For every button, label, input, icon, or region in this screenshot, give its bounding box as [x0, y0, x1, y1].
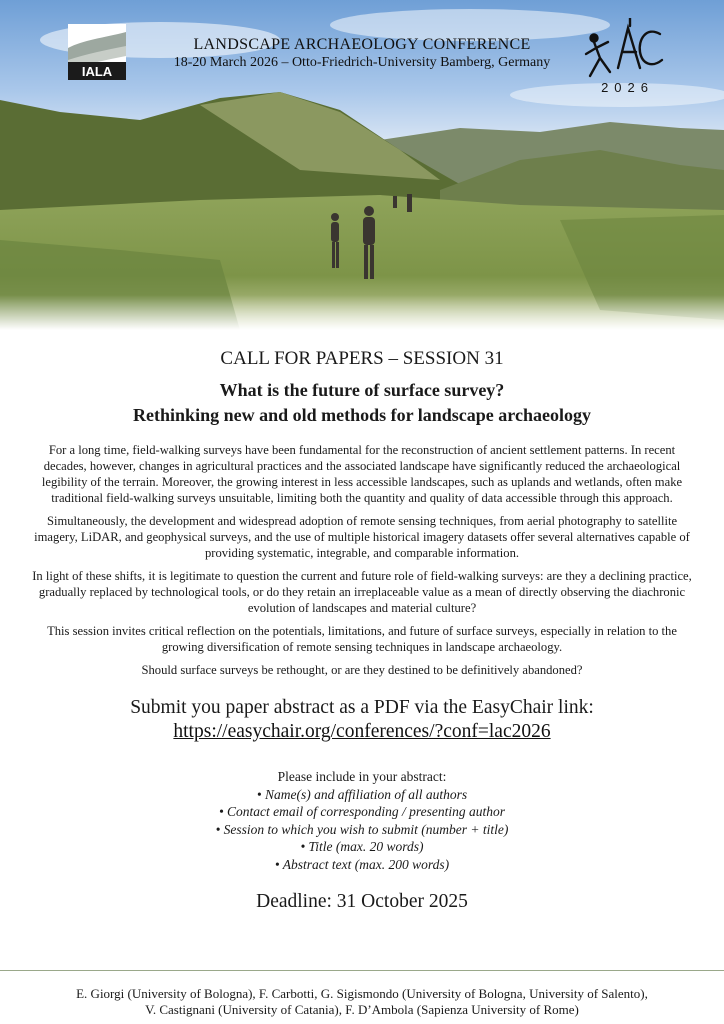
requirement-item: • Abstract text (max. 200 words) [274, 856, 450, 872]
deadline: Deadline: 31 October 2025 [256, 891, 468, 912]
conference-details: 18-20 March 2026 – Otto-Friedrich-University Bamberg, Germany [173, 55, 551, 70]
footer-divider [0, 970, 724, 971]
requirement-item: • Contact email of corresponding / presenting author [218, 804, 506, 819]
session-title-line1: What is the future of surface survey? [219, 380, 505, 400]
organizers-line1: E. Giorgi (University of Bologna), F. Carbotti, G. Sigismondo (University of Bologna, University of Salento), [76, 986, 648, 1001]
requirement-item: • Title (max. 20 words) [300, 839, 424, 854]
call-heading: CALL FOR PAPERS – SESSION 31 [220, 348, 504, 369]
lac-year: 2026 [601, 80, 654, 95]
session-description [28, 442, 696, 678]
easychair-link[interactable]: https://easychair.org/conferences/?conf=lac2026 [173, 721, 551, 742]
paragraph-2: Simultaneously, the development and widespread adoption of remote sensing techniques, from aerial photography to satellite imagery, LiDAR, and geophysical surveys, and the use of multiple historical imagery datasets offer several alternatives capable of providing systematic, integrable, and comparable information. [34, 514, 690, 560]
organizers-line2: V. Castignani (University of Catania), F. D’Ambola (Sapienza University of Rome) [145, 1002, 579, 1017]
paragraph-3: In light of these shifts, it is legitimate to question the current and future role of field-walking surveys: are they a declining practice, gradually replaced by technological tools, or do they retain an irreplaceable value as a mean of directly observing the diachronic evolution of landscapes and material culture? [32, 569, 692, 615]
lac-logo-text: LAC [582, 18, 584, 19]
paragraph-4: This session invites critical reflection on the potentials, limitations, and future of surface surveys, especially in relation to the growing diversification of remote sensing techniques in landscape archaeology. [47, 624, 677, 654]
session-title [0, 378, 724, 428]
requirement-item: • Session to which you wish to submit (number + title) [215, 821, 509, 837]
header-photo [0, 0, 724, 330]
main-content [0, 330, 724, 913]
session-title-line2: Rethinking new and old methods for landscape archaeology [133, 405, 591, 425]
requirements-heading: Please include in your abstract: [277, 769, 447, 784]
submission-line: Submit you paper abstract as a PDF via the EasyChair link: [130, 697, 594, 718]
organizers [0, 986, 724, 1018]
iala-logo-text: IALA [81, 64, 113, 79]
submission-info [0, 696, 724, 744]
abstract-requirements [0, 768, 724, 873]
paragraph-1: For a long time, field-walking surveys have been fundamental for the reconstruction of ancient settlement patterns. In recent decades, however, changes in agricultural practices and the associated landscape have significantly reduced the archaeological legibility of the terrain. Moreover, the growing interest in less accessible landscapes, such as uplands and wetlands, often make traditional field-walking surveys unsuitable, limiting both the quantity and quality of data accessible through this approach. [41, 443, 683, 505]
requirement-item: • Name(s) and affiliation of all authors [256, 786, 468, 802]
conference-title: LANDSCAPE ARCHAEOLOGY CONFERENCE [193, 36, 531, 53]
paragraph-5: Should surface surveys be rethought, or are they destined to be definitively abandoned? [141, 663, 583, 677]
